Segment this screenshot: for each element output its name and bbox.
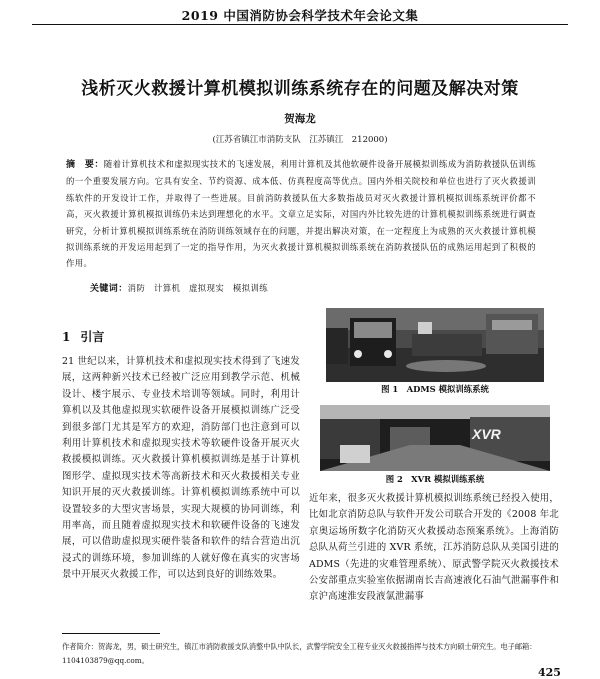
body-paragraph-2: 近年来，很多灭火救援计算机模拟训练系统已经投入使用，比如北京消防总队与软件开发公司联合开发的《2008 年北京奥运场所数字化消防灭火救援动态预案系统》。上海消防总队从荷兰引进的 XVR 系统，江苏消防总队从美国引进的 ADMS（先进的灾难管理系统）、原武警学院灭火救援技术公安部重点实验室依据湖南长吉高速液化石油气泄漏事件和京沪高速淮安段液氯泄漏事: [309, 493, 559, 603]
abstract: [66, 156, 536, 272]
author-footnote: 作者简介：贺海龙，男，硕士研究生，镇江市消防救援支队消整中队中队长，武警学院安全工程专业灭火救援指挥与技术方向硕士研究生。电子邮箱：1104103879@qq.com。: [62, 642, 537, 665]
section-heading: [62, 328, 104, 345]
xvr-logo-text: XVR: [472, 426, 501, 442]
xvr-scene-illustration: [320, 405, 550, 471]
author-name: 贺海龙: [284, 113, 316, 125]
section-title: 引言: [80, 330, 105, 344]
figure-1-caption: 图 1 ADMS 模拟训练系统: [381, 384, 489, 394]
keywords-list: 消防 计算机 虚拟现实 模拟训练: [127, 283, 269, 293]
adms-scene-illustration: [326, 308, 544, 382]
abstract-text: 随着计算机技术和虚拟现实技术的飞速发展，利用计算机及其他软硬件设备开展模拟训练成为消防救援队伍训练的一个重要发展方向。它具有安全、节约资源、成本低、仿真程度高等优点。国内外相关院校和单位也进行了灭火救援训练软件的开发设计工作，并取得了一些进展。目前消防救援队伍大多数指战员对灭火救援计算机模拟训练系统评价都不高，灭火救援计算机模拟训练仍未达到理想化的水平。文章立足实际，对国内外比较先进的计算机模拟训练系统进行调查研究，分析计算机模拟训练系统在消防训练领域存在的问题，并提出解决对策，在一定程度上为成熟的灭火救援计算机模拟训练系统的开发运用起到了一定的指导作用，为灭火救援计算机模拟训练系统在消防救援队伍的成熟运用起到了积极的作用。: [66, 159, 536, 269]
page-number: 425: [538, 666, 561, 679]
article-title: 浅析灭火救援计算机模拟训练系统存在的问题及解决对策: [81, 79, 519, 99]
author-affiliation: (江苏省镇江市消防支队 江苏镇江 212000): [212, 135, 388, 145]
figure-2-image: [320, 405, 550, 471]
section-number: 1: [62, 330, 71, 344]
footnote-rule: [62, 633, 160, 634]
intro-paragraph: 21 世纪以来，计算机技术和虚拟现实技术得到了飞速发展，这两种新兴技术已经被广泛应用到教学示范、机械设计、楼宇展示、专业技术培训等领域。同时，利用计算机以及其他虚拟现实软硬件设备开展模拟训练广泛受到很多部门尤其是军方的欢迎，消防部门也注意到可以利用计算机技术和虚拟现实技术等软硬件设备开展灭火救援模拟训练。灭火救援计算机模拟训练是基于计算机图形学、虚拟现实技术等高新技术和灭火救援相关专业知识开展的灭火救援训练。计算机模拟训练系统中可以设置较多的大型灾害场景，实现大规模的协同训练，利用率高，而且随着虚拟现实技术和软硬件设备的飞速发展，可以借助虚拟现实硬件装备和软件的结合营造出沉浸式的训练环境，参加训练的人就好像在真实的灾害场景中开展灭火救援工作，可以达到良好的训练效果。: [62, 356, 300, 581]
figure-1-image: [326, 308, 544, 382]
abstract-label: 摘 要：: [66, 160, 104, 170]
header-rule: [32, 24, 568, 25]
figure-2-caption: 图 2 XVR 模拟训练系统: [385, 474, 485, 484]
keywords-label: 关键词：: [90, 284, 128, 294]
keywords: [90, 281, 530, 294]
running-header: 2019 中国消防协会科学技术年会论文集: [181, 8, 419, 23]
